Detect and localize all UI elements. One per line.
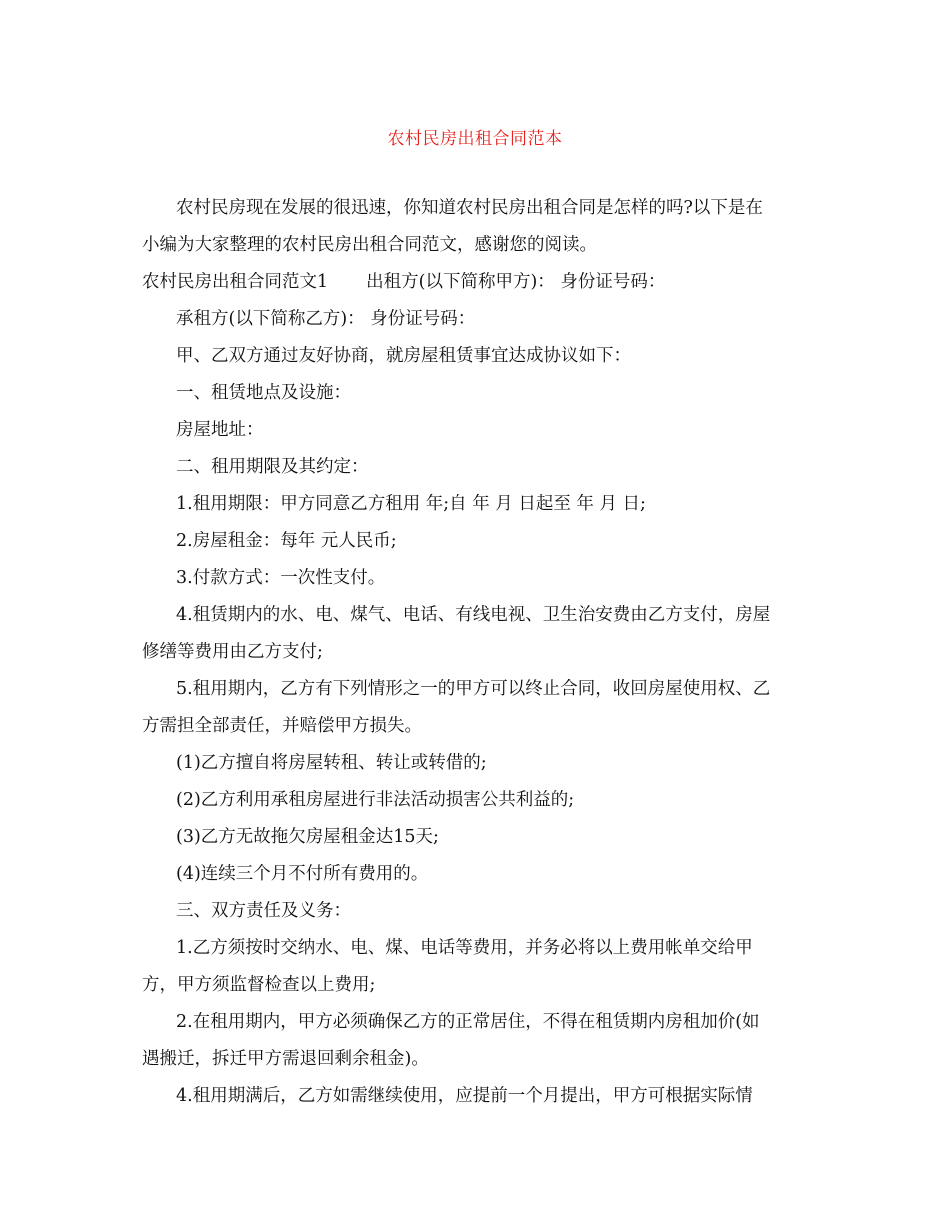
term-clause: 1.租用期限：甲方同意乙方租用 年;自 年 月 日起至 年 月 日; [176,494,646,514]
duty-clause-2-line-2: 遇搬迁，拆迁甲方需退回剩余租金)。 [142,1049,429,1069]
intro-line-1: 农村民房现在发展的很迅速，你知道农村民房出租合同是怎样的吗?以下是在 [176,198,763,218]
termination-item-2: (2)乙方利用承租房屋进行非法活动损害公共利益的; [176,790,575,810]
rent-clause: 2.房屋租金：每年 元人民币; [176,531,397,551]
intro-line-2: 小编为大家整理的农村民房出租合同范文，感谢您的阅读。 [142,235,597,255]
lessee-line: 承租方(以下简称乙方)： 身份证号码： [176,309,476,329]
termination-item-1: (1)乙方擅自将房屋转租、转让或转借的; [176,753,487,773]
sample-heading-row [142,271,822,293]
duty-clause-1-line-2: 方，甲方须监督检查以上费用; [142,975,376,995]
payment-clause: 3.付款方式：一次性支付。 [176,568,386,588]
termination-clause-line-1: 5.租用期内，乙方有下列情形之一的甲方可以终止合同，收回房屋使用权、乙 [176,679,771,699]
termination-item-4: (4)连续三个月不付所有费用的。 [176,864,429,884]
section-3-heading: 三、双方责任及义务： [176,901,351,921]
section-1-heading: 一、租赁地点及设施： [176,383,351,403]
lessor-line: 出租方(以下简称甲方)： 身份证号码： [366,272,666,292]
termination-item-3: (3)乙方无故拖欠房屋租金达15天; [176,827,439,847]
fees-clause-line-1: 4.租赁期内的水、电、煤气、电话、有线电视、卫生治安费由乙方支付，房屋 [176,605,771,625]
sample-heading: 农村民房出租合同范文1 [142,272,329,292]
house-address-line: 房屋地址： [176,420,264,440]
duty-clause-2-line-1: 2.在租用期内，甲方必须确保乙方的正常居住，不得在租赁期内房租加价(如 [176,1012,760,1032]
duty-clause-1-line-1: 1.乙方须按时交纳水、电、煤、电话等费用，并务必将以上费用帐单交给甲 [176,938,753,958]
termination-clause-line-2: 方需担全部责任，并赔偿甲方损失。 [142,716,422,736]
section-2-heading: 二、租用期限及其约定： [176,457,369,477]
agreement-line: 甲、乙双方通过友好协商，就房屋租赁事宜达成协议如下： [176,346,631,366]
duty-clause-4-line-1: 4.租用期满后，乙方如需继续使用，应提前一个月提出，甲方可根据实际情 [176,1086,753,1106]
document-title: 农村民房出租合同范本 [387,129,563,149]
fees-clause-line-2: 修缮等费用由乙方支付; [142,642,323,662]
